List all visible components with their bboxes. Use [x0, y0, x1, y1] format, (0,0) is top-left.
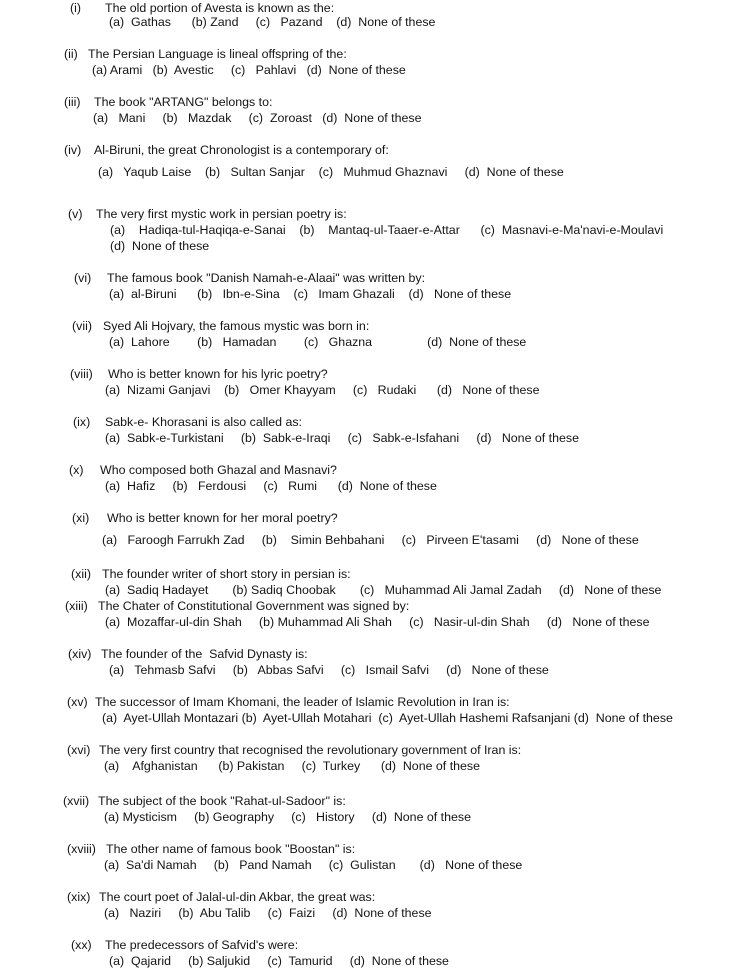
options-line: (a) Yaqub Laise (b) Sultan Sanjar (c) Muhmud Ghaznavi (d) None of these	[98, 165, 564, 179]
options-line: (a) Sabk-e-Turkistani (b) Sabk-e-Iraqi (c) Sabk-e-Isfahani (d) None of these	[105, 431, 579, 445]
question-number: (xvi)	[67, 743, 91, 757]
question-text: The very first mystic work in persian poetry is:	[96, 207, 347, 221]
question-number: (xviii)	[67, 842, 96, 856]
question-text: Sabk-e- Khorasani is also called as:	[105, 415, 302, 429]
options-line: (a) Mysticism (b) Geography (c) History (d) None of these	[104, 810, 471, 824]
question-number: (ix)	[73, 415, 91, 429]
options-line: (a) Qajarid (b) Saljukid (c) Tamurid (d) None of these	[109, 954, 449, 968]
options-line: (a) Faroogh Farrukh Zad (b) Simin Behbahani (c) Pirveen E'tasami (d) None of these	[102, 533, 639, 547]
question-text: The founder writer of short story in persian is:	[102, 567, 351, 581]
question-number: (vi)	[74, 271, 92, 285]
question-number: (iv)	[64, 143, 82, 157]
question-text: The famous book "Danish Namah-e-Alaai" was written by:	[107, 271, 426, 285]
question-text: The old portion of Avesta is known as the:	[105, 1, 335, 15]
question-text: Who composed both Ghazal and Masnavi?	[100, 463, 337, 477]
options-line: (a) Naziri (b) Abu Talib (c) Faizi (d) None of these	[104, 906, 432, 920]
question-text: The successor of Imam Khomani, the leader of Islamic Revolution in Iran is:	[95, 695, 510, 709]
question-text: Who is better known for his lyric poetry?	[108, 367, 328, 381]
question-number: (xiii)	[65, 599, 88, 613]
options-line: (a) al-Biruni (b) Ibn-e-Sina (c) Imam Ghazali (d) None of these	[109, 287, 512, 301]
question-number: (iii)	[64, 95, 81, 109]
question-text: Who is better known for her moral poetry?	[107, 511, 338, 525]
question-text: The book "ARTANG" belongs to:	[94, 95, 273, 109]
options-line: (a) Mozaffar-ul-din Shah (b) Muhammad Ali Shah (c) Nasir-ul-din Shah (d) None of these	[105, 615, 650, 629]
question-number: (viii)	[70, 367, 93, 381]
question-text: Syed Ali Hojvary, the famous mystic was born in:	[103, 319, 370, 333]
options-line: (a) Tehmasb Safvi (b) Abbas Safvi (c) Ismail Safvi (d) None of these	[109, 663, 549, 677]
question-number: (xi)	[72, 511, 90, 525]
question-number: (xiv)	[68, 647, 92, 661]
question-text: The Persian Language is lineal offspring of the:	[88, 47, 347, 61]
options-line: (a) Hadiqa-tul-Haqiqa-e-Sanai (b) Mantaq-ul-Taaer-e-Attar (c) Masnavi-e-Ma'navi-e-Moulavi	[110, 223, 664, 237]
question-number: (xii)	[71, 567, 91, 581]
options-line: (d) None of these	[110, 239, 210, 253]
question-number: (xx)	[71, 938, 92, 952]
question-number: (i)	[70, 1, 82, 15]
question-text: The court poet of Jalal-ul-din Akbar, the great was:	[99, 890, 376, 904]
question-text: The predecessors of Safvid's were:	[105, 938, 299, 952]
question-number: (vii)	[72, 319, 92, 333]
question-text: The very first country that recognised the revolutionary government of Iran is:	[99, 743, 522, 757]
options-line: (a) Afghanistan (b) Pakistan (c) Turkey (d) None of these	[104, 759, 481, 773]
question-number: (ii)	[64, 47, 78, 61]
options-line: (a) Lahore (b) Hamadan (c) Ghazna (d) None of these	[109, 335, 527, 349]
question-text: Al-Biruni, the great Chronologist is a contemporary of:	[94, 143, 389, 157]
question-number: (xvii)	[63, 794, 90, 808]
options-line: (a) Sadiq Hadayet (b) Sadiq Choobak (c) Muhammad Ali Jamal Zadah (d) None of these	[105, 583, 662, 597]
options-line: (a) Ayet-Ullah Montazari (b) Ayet-Ullah Motahari (c) Ayet-Ullah Hashemi Rafsanjani (d) None of these	[102, 711, 673, 725]
options-line: (a) Arami (b) Avestic (c) Pahlavi (d) None of these	[92, 63, 406, 77]
options-line: (a) Sa'di Namah (b) Pand Namah (c) Gulistan (d) None of these	[104, 858, 523, 872]
options-line: (a) Nizami Ganjavi (b) Omer Khayyam (c) Rudaki (d) None of these	[105, 383, 540, 397]
question-text: The subject of the book "Rahat-ul-Sadoor" is:	[98, 794, 346, 808]
options-line: (a) Mani (b) Mazdak (c) Zoroast (d) None of these	[93, 111, 422, 125]
question-number: (v)	[68, 207, 83, 221]
question-text: The Chater of Constitutional Government was signed by:	[98, 599, 410, 613]
options-line: (a) Gathas (b) Zand (c) Pazand (d) None of these	[109, 15, 436, 29]
question-text: The other name of famous book "Boostan" is:	[106, 842, 356, 856]
question-number: (xv)	[67, 695, 88, 709]
question-number: (xix)	[67, 890, 91, 904]
question-number: (x)	[69, 463, 84, 477]
options-line: (a) Hafiz (b) Ferdousi (c) Rumi (d) None of these	[105, 479, 437, 493]
question-text: The founder of the Safvid Dynasty is:	[101, 647, 308, 661]
